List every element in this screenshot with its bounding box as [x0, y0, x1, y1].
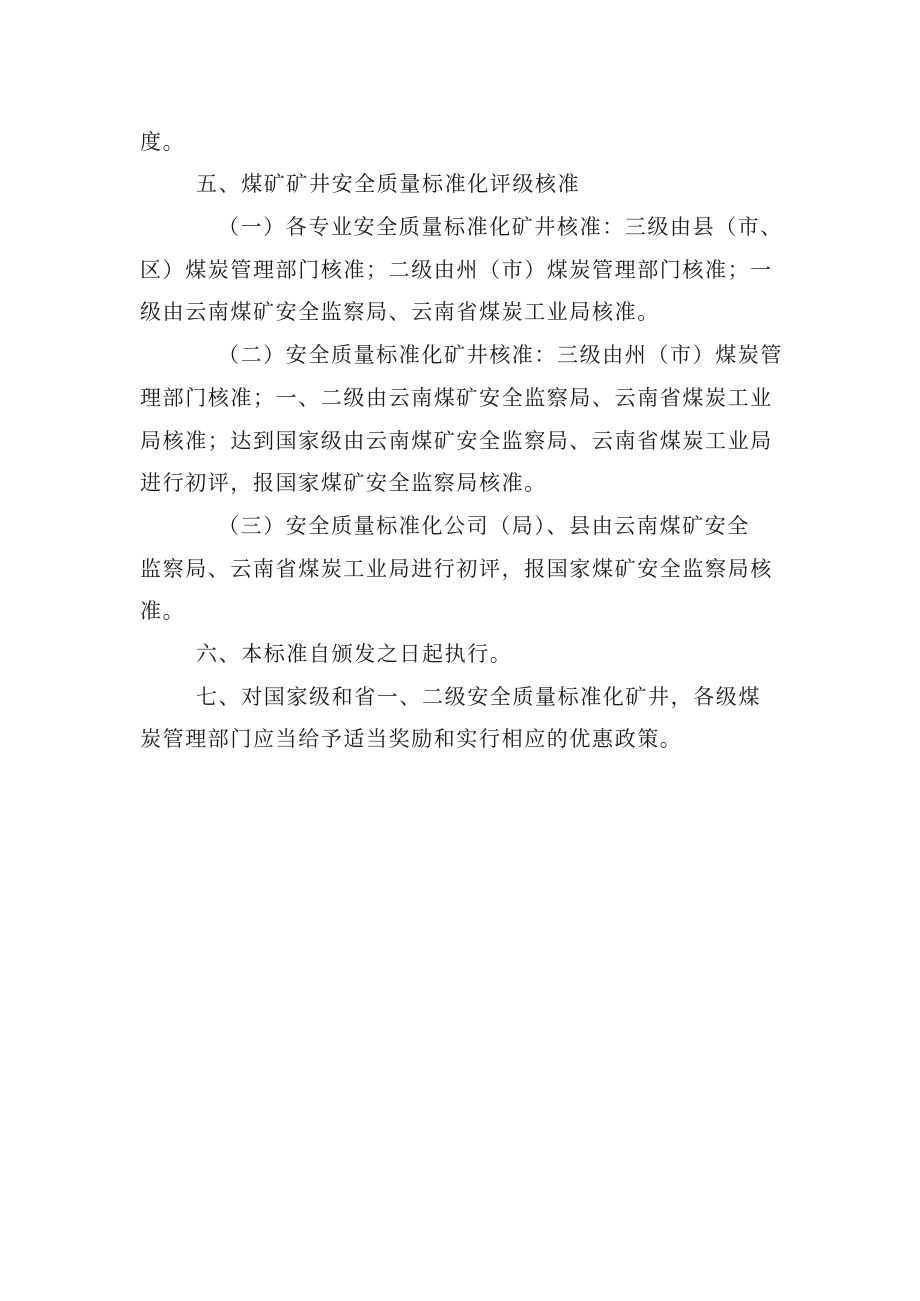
section-heading: 五、煤矿矿井安全质量标准化评级核准	[196, 172, 581, 196]
text-line: （二）安全质量标准化矿井核准：三级由州（市）煤炭管	[218, 343, 783, 367]
text-line: （三）安全质量标准化公司（局）、县由云南煤矿安全	[218, 514, 750, 538]
text-line: 进行初评，报国家煤矿安全监察局核准。	[140, 471, 547, 495]
section-heading: 六、本标准自颁发之日起执行。	[196, 642, 513, 666]
text-line: 监察局、云南省煤炭工业局进行初评，报国家煤矿安全监察局核	[140, 557, 773, 581]
text-line: 区）煤炭管理部门核准；二级由州（市）煤炭管理部门核准；一	[140, 258, 773, 282]
text-line: （一）各专业安全质量标准化矿井核准：三级由县（市、	[218, 215, 783, 239]
text-line: 炭管理部门应当给予适当奖励和实行相应的优惠政策。	[140, 727, 683, 751]
text-line: 准。	[140, 599, 186, 623]
text-line: 级由云南煤矿安全监察局、云南省煤炭工业局核准。	[140, 300, 660, 324]
text-line: 理部门核准；一、二级由云南煤矿安全监察局、云南省煤炭工业	[140, 386, 773, 410]
text-line: 度。	[140, 130, 186, 154]
section-heading: 七、对国家级和省一、二级安全质量标准化矿井，各级煤	[196, 685, 761, 709]
text-line: 局核准；达到国家级由云南煤矿安全监察局、云南省煤炭工业局	[140, 429, 773, 453]
